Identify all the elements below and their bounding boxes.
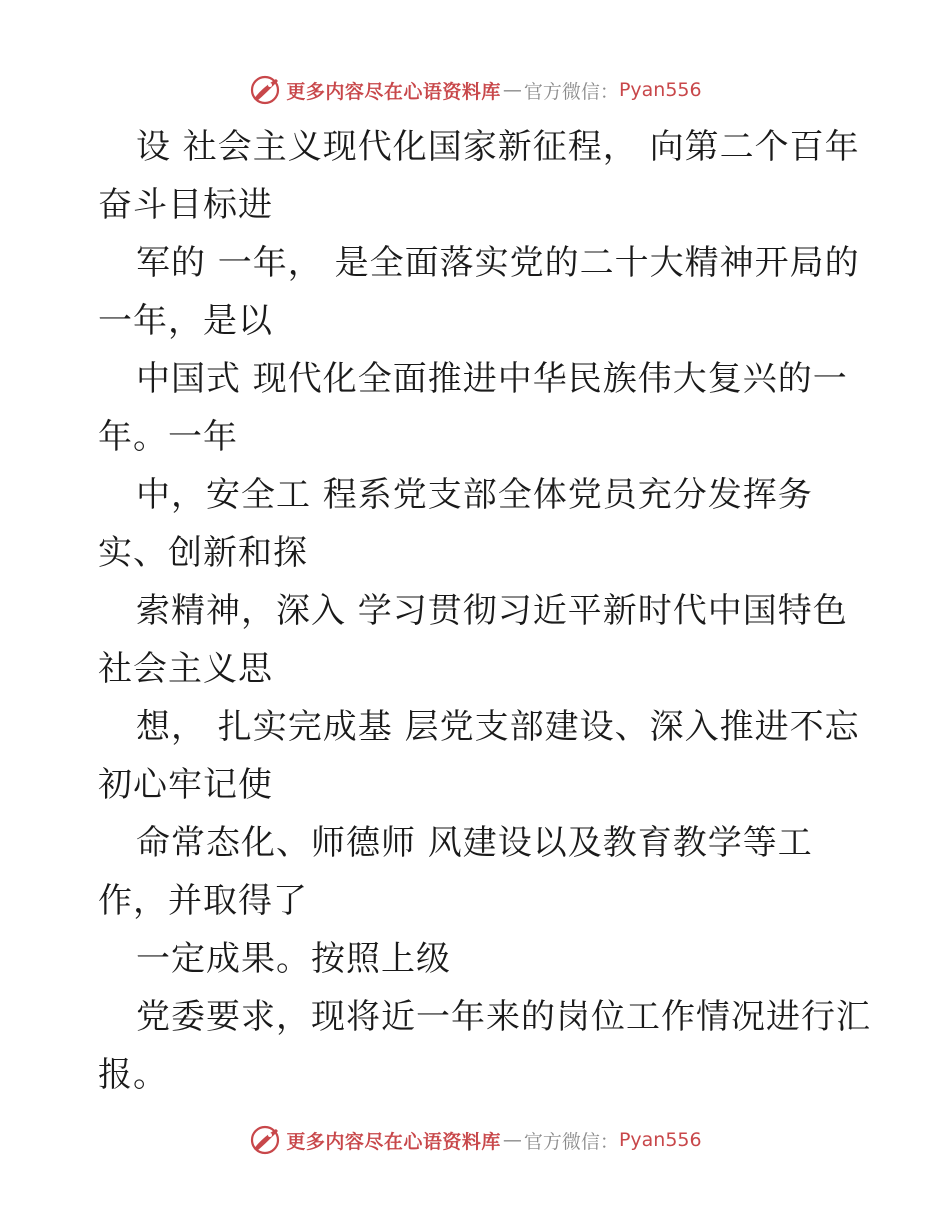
text-line: 一定成果。按照上级 [136,939,451,979]
document-body [98,118,878,1104]
text-line: 中，安全工 程系党支部全体党员充分发挥务 [136,475,813,515]
watermark-wechat-label: 官方微信： [523,1130,619,1153]
watermark-text: 更多内容尽在心语资料库 [286,80,501,103]
watermark-wechat-id: Pyan556 [618,79,702,101]
watermark-dash: — [502,1129,522,1151]
text-line: 年。一年 [98,417,238,457]
pen-logo-icon [248,73,282,107]
text-line: 社会主义思 [98,649,273,689]
text-line: 设 社会主义现代化国家新征程， 向第二个百年 [136,127,860,167]
text-line: 实、创新和探 [98,533,308,573]
text-line: 一年，是以 [98,301,273,341]
header-watermark [0,70,950,110]
watermark-dash: — [502,79,522,101]
pen-logo-icon [248,1123,282,1157]
text-line: 索精神，深入 学习贯彻习近平新时代中国特色 [136,591,848,631]
text-line: 军的 一年， 是全面落实党的二十大精神开局的 [136,243,860,283]
text-line: 党委要求，现将近一年来的岗位工作情况进行汇 [136,997,871,1037]
text-line: 命常态化、师德师 风建设以及教育教学等工 [136,823,813,863]
footer-watermark [0,1120,950,1160]
watermark-wechat-id: Pyan556 [618,1129,702,1151]
text-line: 作，并取得了 [98,881,308,921]
text-line: 中国式 现代化全面推进中华民族伟大复兴的一 [136,359,848,399]
watermark-text: 更多内容尽在心语资料库 [286,1130,501,1153]
watermark-wechat-label: 官方微信： [523,80,619,103]
text-line: 报。 [98,1055,168,1095]
text-line: 初心牢记使 [98,765,273,805]
text-line: 奋斗目标进 [98,185,273,225]
text-line: 想， 扎实完成基 层党支部建设、深入推进不忘 [136,707,860,747]
